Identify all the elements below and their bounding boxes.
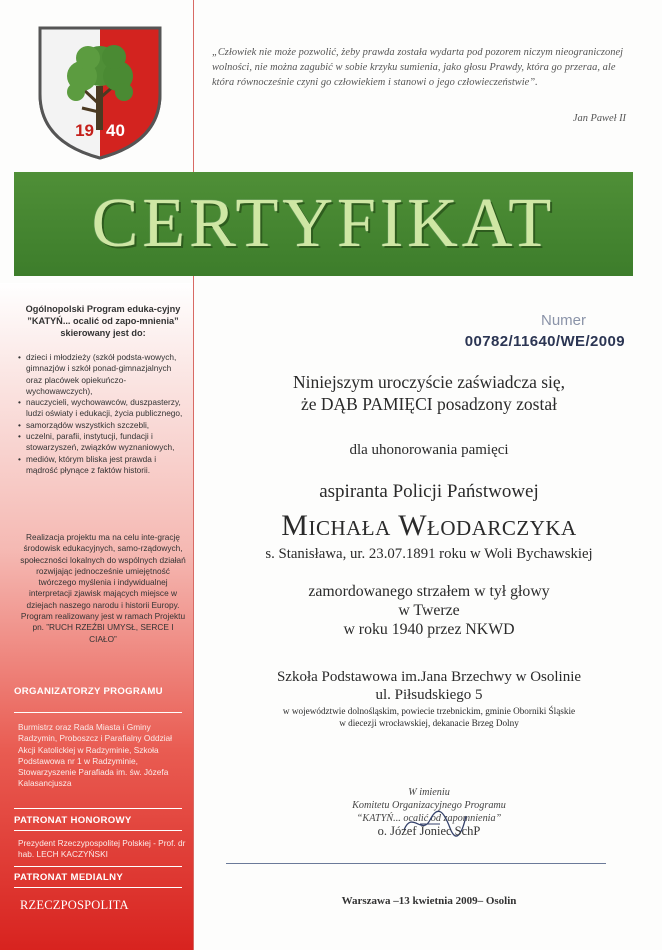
birth-details: s. Stanisława, ur. 23.07.1891 roku w Woli Bychawskiej	[265, 546, 593, 562]
school-block	[196, 668, 662, 704]
honoree-name: Michała Włodarczyka	[281, 509, 577, 542]
death-line-2: w Twerze	[398, 602, 460, 619]
crest-year-left: 19	[75, 121, 94, 140]
location-block	[196, 706, 662, 729]
patronage-text: Prezydent Rzeczypospolitej Polskiej - Prof. dr hab. LECH KACZYŃSKI	[18, 838, 186, 860]
certify-line-1: Niniejszym uroczyście zaświadcza się,	[292, 372, 566, 392]
certify-line	[196, 371, 662, 415]
section-rule	[14, 830, 182, 831]
katyn-crest-logo	[36, 24, 164, 162]
rzeczpospolita-logo: RZECZPOSPOLITA	[20, 898, 129, 912]
sidebar-intro: Ogólnopolski Program eduka-cyjny ”KATYŃ... ocalić od zapo-mnienia” skierowany jest do:	[25, 304, 181, 338]
location-line-2: w diecezji wrocławskiej, dekanacie Brzeg Dolny	[339, 717, 519, 728]
signature-line-1: W imieniu	[408, 787, 450, 798]
death-line-3: w roku 1940 przez NKWD	[343, 621, 515, 638]
organizers-text: Burmistrz oraz Rada Miasta i Gminy Radzymin, Proboszcz i Parafialny Oddział Akcji Katolickiej w Radzyminie, Szkoła Podstawowa nr 1 w Radzyminie, Stowarzyszenie Parafiada im. św. Józefa Kalasancjusza	[18, 722, 173, 789]
title-banner	[14, 172, 633, 276]
signature-line-2: Komitetu Organizacyjnego Programu	[352, 800, 506, 811]
location-line-1: w województwie dolnośląskim, powiecie trzebnickim, gminie Oborniki Śląskie	[282, 706, 576, 716]
section-rule	[14, 866, 182, 867]
crest-year-right: 40	[106, 121, 125, 140]
list-item: • dzieci i młodzieży (szkół podsta-wowych, gimnazjów i szkół ponad-gimnazjalnych oraz placówek opiekuńczo-wychowawczych),	[18, 352, 188, 397]
list-item: • uczelni, parafii, instytucji, fundacji i stowarzyszeń, związków wyznaniowych,	[18, 431, 188, 454]
signatory-name: o. Józef Joniec SchP	[377, 824, 481, 838]
section-rule	[14, 887, 182, 888]
death-line-1: zamordowanego strzałem w tył głowy	[308, 583, 550, 600]
certify-line-2: że DĄB PAMIĘCI posadzony został	[301, 394, 557, 414]
list-item: • mediów, którym bliska jest prawda i mądrość płynące z faktów historii.	[18, 454, 188, 477]
number-label: Numer	[540, 312, 586, 329]
death-details	[196, 582, 662, 639]
media-heading: PATRONAT MEDIALNY	[14, 872, 124, 883]
certificate-title: CERTYFIKAT	[91, 185, 556, 262]
signature-line-3: “KATYŃ... ocalić od zapomnienia”	[356, 813, 502, 824]
list-item: • nauczycieli, wychowawców, duszpasterzy, ludzi oświaty i edukacji, życia publicznego,	[18, 397, 188, 420]
project-description: Realizacja projektu ma na celu inte-grację środowisk edukacyjnych, samo-rządowych, społeczności lokalnych do wspólnych działań rozwijając jednocześnie umiejętność twórczego myślenia i indywidualnej interpretacji zjawisk mających miejsce w dziejach naszego narodu i historii Europy. Program realizowany jest w ramach Projektu pn. ”RUCH RZEŹBI UMYSŁ, SERCE I CIAŁO”	[20, 532, 186, 644]
section-rule	[14, 712, 182, 713]
quote-author: Jan Paweł II	[572, 113, 626, 124]
school-address: ul. Piłsudskiego 5	[375, 687, 483, 703]
organizers-heading: ORGANIZATORZY PROGRAMU	[14, 686, 163, 697]
audience-list	[18, 352, 188, 476]
divider-line	[193, 0, 194, 950]
place-date: Warszawa –13 kwietnia 2009– Osolin	[341, 895, 517, 907]
rank-line: aspiranta Policji Państwowej	[319, 481, 539, 502]
list-item: • samorządów wszystkich szczebli,	[18, 420, 188, 431]
honor-line: dla uhonorowania pamięci	[349, 442, 509, 458]
section-rule	[14, 808, 182, 809]
patronage-heading: PATRONAT HONOROWY	[14, 815, 132, 826]
school-name: Szkoła Podstawowa im.Jana Brzechwy w Osolinie	[276, 669, 582, 685]
footer-rule	[226, 863, 606, 864]
certificate-number: 00782/11640/WE/2009	[464, 333, 625, 350]
quote-text: „Człowiek nie może pozwolić, żeby prawda została wydarta pod pozorem niczym nieograniczonej wolności, nie można zagubić w sobie krzyku sumienia, jako głosu Prawdy, która go przeraa, ale która równocześnie czyni go człowiekiem i stanowi o jego człowieczeństwie”.	[212, 47, 624, 88]
